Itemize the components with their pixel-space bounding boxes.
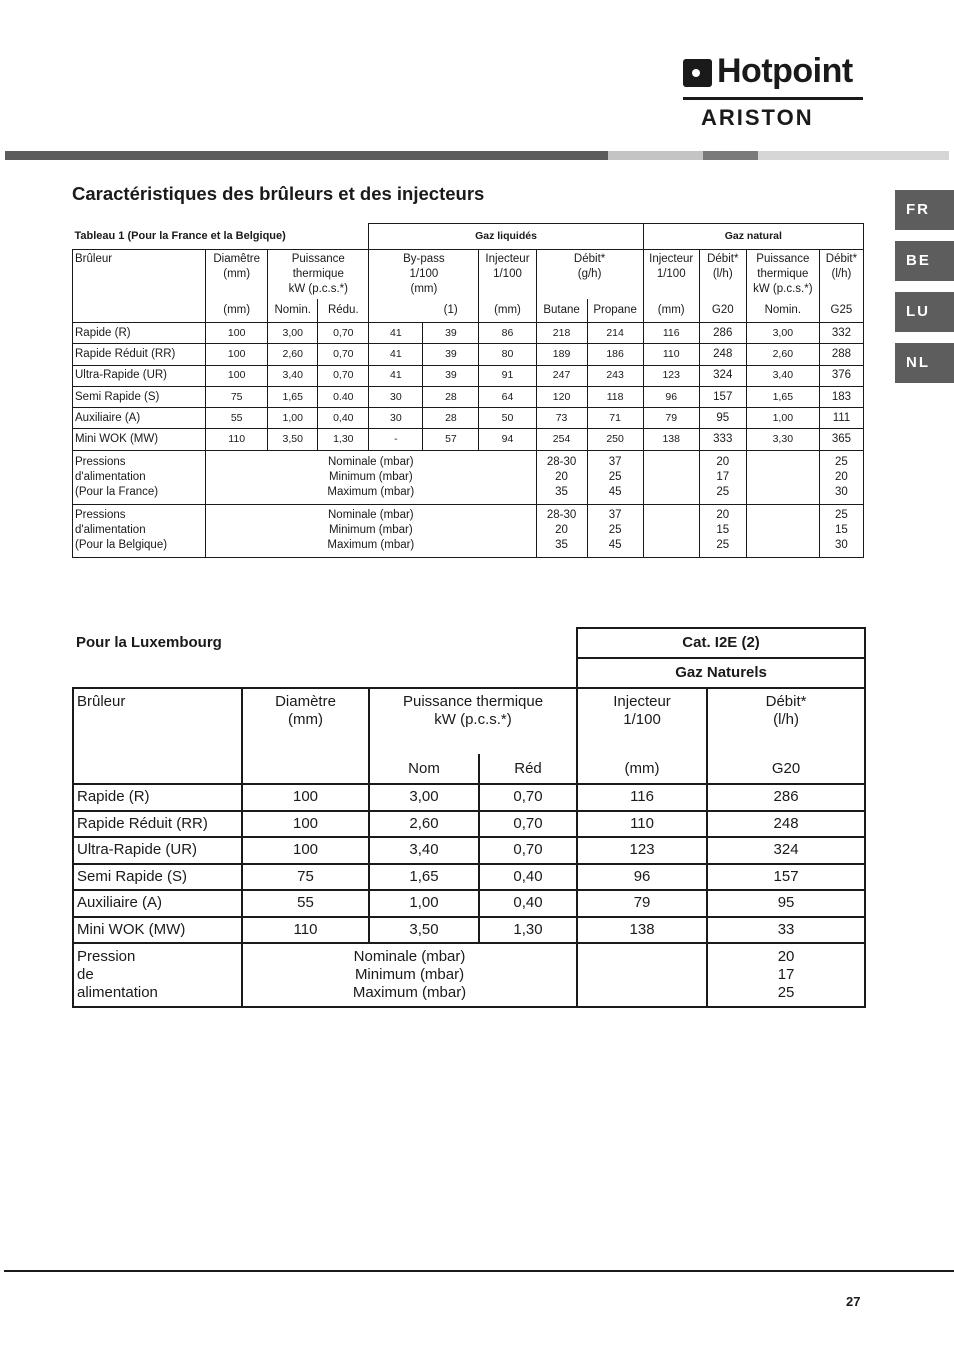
table1-subheader: Nomin. [268,299,318,323]
t1-cell: 288 [819,344,863,365]
t2-cell: 0,70 [479,784,577,811]
t1-cell: 110 [206,429,268,450]
table2-pressure-label: Pression de alimentation [73,943,242,1007]
t1-cell: 39 [423,365,479,386]
table2-caption: Pour la Luxembourg [76,634,222,651]
table1-group-natural: Gaz natural [643,224,863,250]
table1-pressure-empty [746,504,819,557]
t2-burner-name: Auxiliaire (A) [73,890,242,917]
t1-cell: 100 [206,344,268,365]
t1-cell: 2,60 [746,344,819,365]
t1-cell: 332 [819,323,863,344]
table2-subheader: G20 [707,754,865,784]
t1-cell: 1,00 [746,408,819,429]
t1-cell: 3,50 [268,429,318,450]
logo-mark-icon [683,59,712,87]
t2-cell: 0,40 [479,890,577,917]
page-title: Caractéristiques des brûleurs et des injecteurs [72,183,485,204]
table1-subheader: (mm) [206,299,268,323]
t1-cell: 333 [699,429,746,450]
t1-cell: 2,60 [268,344,318,365]
t1-cell: 243 [587,365,643,386]
t1-cell: 376 [819,365,863,386]
t2-row [73,784,865,811]
table2-pressure-empty [577,943,707,1007]
table1-pressure-empty [643,450,699,504]
t1-cell: 218 [536,323,587,344]
lang-tab-lu[interactable]: LU [895,292,954,332]
table2-header-burner: Brûleur [73,688,242,754]
table1-header-power-nat: Puissance thermique kW (p.c.s.*) [746,250,819,299]
table1-pressure-g20-fr: 20 17 25 [699,450,746,504]
t1-cell: 28 [423,386,479,407]
table1-header-power: Puissance thermique kW (p.c.s.*) [268,250,369,299]
t1-cell: 80 [479,344,536,365]
table2-header-injector: Injecteur 1/100 [577,688,707,754]
lang-tab-nl[interactable]: NL [895,343,954,383]
table1-pressure-butane-fr: 28-30 20 35 [536,450,587,504]
t1-cell: 64 [479,386,536,407]
t1-cell: 0,70 [318,344,369,365]
table2-header-flow: Débit* (l/h) [707,688,865,754]
table1-subheader: (mm) [479,299,536,323]
table1-pressure-g20-be: 20 15 25 [699,504,746,557]
logo-hotpoint: Hotpoint [717,52,853,90]
t1-row [73,386,864,407]
t1-cell: 3,40 [746,365,819,386]
t1-cell: 286 [699,323,746,344]
table1-subheader [369,299,423,323]
t1-cell: 123 [643,365,699,386]
t1-cell: 71 [587,408,643,429]
t1-burner-name: Rapide Réduit (RR) [73,344,206,365]
lang-tab-be[interactable]: BE [895,241,954,281]
table1-subheader: Nomin. [746,299,819,323]
table1-pressure-label-be: Pressions d'alimentation (Pour la Belgique) [73,504,206,557]
table1-group-lpg: Gaz liquidés [369,224,643,250]
table1-pressure-g25-be: 25 15 30 [819,504,863,557]
t1-row [73,344,864,365]
t2-burner-name: Semi Rapide (S) [73,864,242,891]
t2-burner-name: Mini WOK (MW) [73,917,242,944]
table1-pressure-butane-be: 28-30 20 35 [536,504,587,557]
table2-subheader-empty [73,754,242,784]
table2-subheader: Nom [369,754,479,784]
t2-cell: 157 [707,864,865,891]
table1-subheader: (1) [423,299,479,323]
t1-cell: 100 [206,365,268,386]
burner-table-fr-be [72,223,864,558]
table2-spacer [73,658,577,688]
t1-cell: 247 [536,365,587,386]
t1-cell: 214 [587,323,643,344]
t1-burner-name: Semi Rapide (S) [73,386,206,407]
table1-subheader: Butane [536,299,587,323]
top-bar-mid [703,151,758,160]
t1-cell: 183 [819,386,863,407]
t1-cell: 30 [369,386,423,407]
t1-cell: 254 [536,429,587,450]
table1-caption: Tableau 1 (Pour la France et la Belgique) [74,229,286,242]
t1-cell: 91 [479,365,536,386]
table2-header-diameter: Diamètre (mm) [242,688,369,754]
t1-cell: 96 [643,386,699,407]
table1-header-flow-lh: Débit* (l/h) [699,250,746,299]
t2-cell: 0,70 [479,811,577,838]
t2-cell: 123 [577,837,707,864]
table1-pressure-empty [746,450,819,504]
t1-cell: 0,40 [318,408,369,429]
table1-pressure-propane-be: 37 25 45 [587,504,643,557]
table1-header-burner: Brûleur [73,250,206,323]
t1-cell: 189 [536,344,587,365]
t1-cell: 111 [819,408,863,429]
t2-row [73,837,865,864]
lang-tab-fr[interactable]: FR [895,190,954,230]
t1-cell: 39 [423,344,479,365]
t1-cell: 3,00 [268,323,318,344]
t1-cell: 186 [587,344,643,365]
t1-cell: 1,30 [318,429,369,450]
table2-cat: Cat. I2E (2) [577,628,865,658]
table1-header-injector-nat: Injecteur 1/100 [643,250,699,299]
t1-cell: 0,70 [318,323,369,344]
t2-row [73,890,865,917]
table2-header-power: Puissance thermique kW (p.c.s.*) [369,688,577,754]
table2-subheader: Réd [479,754,577,784]
t1-cell: 50 [479,408,536,429]
t1-cell: 324 [699,365,746,386]
t1-cell: - [369,429,423,450]
t1-cell: 120 [536,386,587,407]
t1-cell: 100 [206,323,268,344]
t1-cell: 3,30 [746,429,819,450]
top-bar-light [608,151,703,160]
table1-pressure-label-fr: Pressions d'alimentation (Pour la France) [73,450,206,504]
t2-cell: 2,60 [369,811,479,838]
t1-cell: 248 [699,344,746,365]
table1-header-diameter: Diamêtre (mm) [206,250,268,299]
t2-cell: 100 [242,837,369,864]
table1-header-bypass: By-pass 1/100 (mm) [369,250,479,299]
table2-pressure-g20: 20 17 25 [707,943,865,1007]
t2-cell: 0,40 [479,864,577,891]
table2-pressure-levels: Nominale (mbar) Minimum (mbar) Maximum (mbar) [242,943,577,1007]
t2-burner-name: Rapide (R) [73,784,242,811]
t1-cell: 86 [479,323,536,344]
t1-cell: 79 [643,408,699,429]
t2-cell: 116 [577,784,707,811]
t1-cell: 0,70 [318,365,369,386]
t1-row [73,323,864,344]
t1-cell: 3,40 [268,365,318,386]
table1-pressure-empty [643,504,699,557]
table1-pressure-levels-be: Nominale (mbar) Minimum (mbar) Maximum (mbar) [206,504,536,557]
t1-cell: 0.40 [318,386,369,407]
t2-cell: 95 [707,890,865,917]
t2-burner-name: Ultra-Rapide (UR) [73,837,242,864]
table1-pressure-propane-fr: 37 25 45 [587,450,643,504]
t1-cell: 41 [369,323,423,344]
t1-cell: 138 [643,429,699,450]
t2-cell: 1,00 [369,890,479,917]
logo-ariston: ARISTON [701,105,814,130]
t2-cell: 3,50 [369,917,479,944]
t1-cell: 94 [479,429,536,450]
t1-cell: 55 [206,408,268,429]
t1-cell: 110 [643,344,699,365]
t1-burner-name: Auxiliaire (A) [73,408,206,429]
t1-cell: 365 [819,429,863,450]
brand-logo [683,52,865,135]
t1-cell: 28 [423,408,479,429]
t2-cell: 286 [707,784,865,811]
t1-cell: 75 [206,386,268,407]
t2-cell: 324 [707,837,865,864]
burner-table-lu [72,627,866,1008]
t2-burner-name: Rapide Réduit (RR) [73,811,242,838]
t2-cell: 55 [242,890,369,917]
top-bar-lighter [758,151,949,160]
t1-burner-name: Rapide (R) [73,323,206,344]
t1-burner-name: Ultra-Rapide (UR) [73,365,206,386]
t2-cell: 100 [242,811,369,838]
t1-cell: 118 [587,386,643,407]
table2-subheader: (mm) [577,754,707,784]
t1-row [73,365,864,386]
t1-cell: 3,00 [746,323,819,344]
t2-cell: 1,30 [479,917,577,944]
t2-cell: 0,70 [479,837,577,864]
t1-cell: 57 [423,429,479,450]
t2-cell: 1,65 [369,864,479,891]
t2-cell: 3,00 [369,784,479,811]
t1-cell: 41 [369,344,423,365]
table1-pressure-g25-fr: 25 20 30 [819,450,863,504]
table1-header-flow-gh: Débit* (g/h) [536,250,643,299]
t2-cell: 138 [577,917,707,944]
table1-subheader: G20 [699,299,746,323]
table1-subheader: (mm) [643,299,699,323]
t2-row [73,811,865,838]
t1-cell: 1,65 [746,386,819,407]
t2-cell: 248 [707,811,865,838]
t2-cell: 110 [242,917,369,944]
t2-row [73,864,865,891]
t1-burner-name: Mini WOK (MW) [73,429,206,450]
t1-cell: 1,65 [268,386,318,407]
t2-cell: 79 [577,890,707,917]
t1-row [73,408,864,429]
table1-pressure-levels-fr: Nominale (mbar) Minimum (mbar) Maximum (mbar) [206,450,536,504]
t2-cell: 100 [242,784,369,811]
t2-cell: 75 [242,864,369,891]
table1-subheader: Propane [587,299,643,323]
t2-cell: 110 [577,811,707,838]
table1-subheader: Rédu. [318,299,369,323]
t1-cell: 41 [369,365,423,386]
table2-gas: Gaz Naturels [577,658,865,688]
footer-rule [4,1270,954,1272]
t2-row [73,917,865,944]
table1-header-injector: Injecteur 1/100 [479,250,536,299]
t1-cell: 250 [587,429,643,450]
t1-cell: 116 [643,323,699,344]
t1-cell: 30 [369,408,423,429]
table2-subheader-empty [242,754,369,784]
t1-row [73,429,864,450]
t2-cell: 33 [707,917,865,944]
page-number: 27 [846,1294,861,1309]
t1-cell: 157 [699,386,746,407]
t1-cell: 95 [699,408,746,429]
table1-header-flow-lh2: Débit* (l/h) [819,250,863,299]
top-bar-dark [5,151,608,160]
t1-cell: 1,00 [268,408,318,429]
logo-divider [683,97,863,100]
t1-cell: 39 [423,323,479,344]
t2-cell: 96 [577,864,707,891]
table1-subheader: G25 [819,299,863,323]
t1-cell: 73 [536,408,587,429]
t2-cell: 3,40 [369,837,479,864]
